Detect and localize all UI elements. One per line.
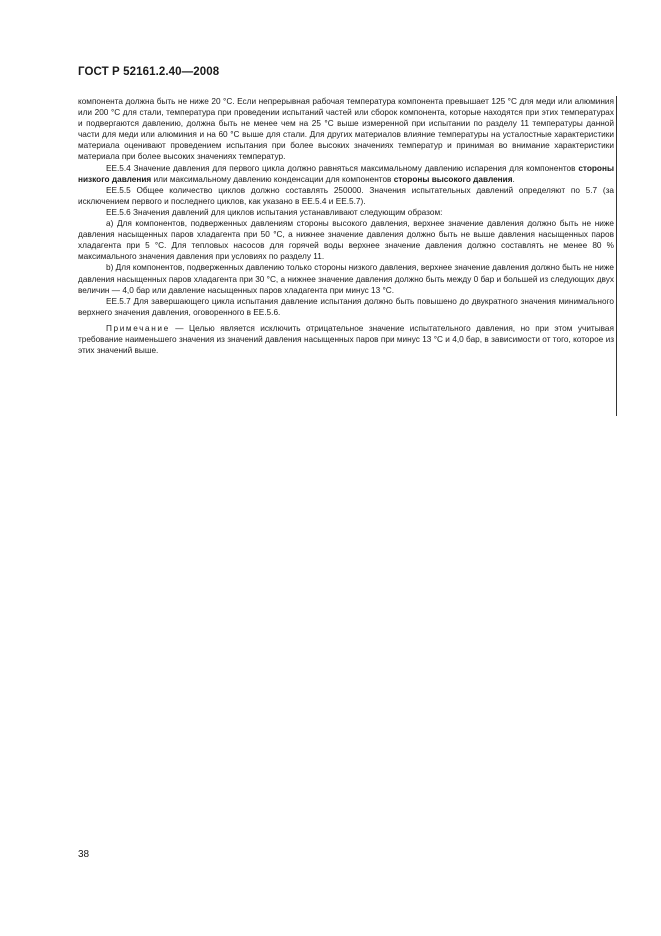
text-run: или максимальному давлению конденсации для компонентов — [151, 174, 394, 184]
note-paragraph — [78, 323, 614, 356]
document-body — [78, 96, 614, 356]
bold-term-low-pressure: стороны низкого давления — [78, 163, 614, 184]
paragraph-ee-5-4 — [78, 163, 614, 185]
paragraph-item-b: b) Для компонентов, подверженных давлению только стороны низкого давления, верхнее значение давления должно быть не ниже давления насыщенных паров хладагента при 30 °С, а нижнее значение давления должно быть между 0 бар и большей из следующих двух величин — 4,0 бар или давление насыщенных паров хладагента при минус 13 °С. — [78, 263, 614, 295]
paragraph-ee-5-7: ЕЕ.5.7 Для завершающего цикла испытания давление испытания должно быть повышено до двукратного значения минимального верхнего значения давления, оговоренного в ЕЕ.5.6. — [78, 296, 614, 317]
note-text: — Целью является исключить отрицательное значение испытательного давления, но при этом учитывая требование наименьшего значения из значений давления насыщенных паров при минус 13 °С и 4,0 бар, в зависимости от того, которое из этих значений выше. — [78, 323, 614, 356]
paragraph-ee-5-6: ЕЕ.5.6 Значения давлений для циклов испытания устанавливают следующим образом: — [106, 207, 443, 217]
note-label: Примечание — [106, 323, 170, 333]
change-bar — [616, 96, 617, 416]
page-header: ГОСТ Р 52161.2.40—2008 — [78, 66, 220, 78]
bold-term-high-pressure: стороны высокого давления — [393, 174, 513, 184]
text-run: . — [512, 174, 515, 184]
paragraph-ee-5-5: ЕЕ.5.5 Общее количество циклов должно составлять 250000. Значения испытательных давлений определяют по 5.7 (за исключением первого и последнего циклов, как указано в ЕЕ.5.4 и ЕЕ.5.7). — [78, 185, 614, 206]
page-number: 38 — [78, 849, 90, 860]
paragraph-continuation: компонента должна быть не ниже 20 °С. Если непрерывная рабочая температура компонента превышает 125 °С для меди или алюминия или 200 °С для стали, температура при проведении испытаний частей или сборок компонента, которые находятся при этих температурах и подвергаются давлению, должна быть не менее чем на 25 °С выше измеренной при испытании по разделу 11 температуры данной части для меди или алюминия и на 60 °С выше для стали. Для других материалов влияние температуры на усталостные характеристики материала оценивают проведением испытания при более высоких значениях температур и принимая во внимание характеристики материала при более высоких значениях температур. — [78, 97, 614, 162]
paragraph-item-a: а) Для компонентов, подверженных давлениям стороны высокого давления, верхнее значение давления должно быть не ниже давления насыщенных паров хладагента при 50 °С, а нижнее значение давления должно быть не выше давления насыщенных паров хладагента при 5 °С. Для тепловых насосов для горячей воды верхнее значение давления должно составлять не менее 80 % максимального значения давления при условиях по разделу 11. — [78, 219, 614, 262]
text-run: ЕЕ.5.4 Значение давления для первого цикла должно равняться максимальному давлению испарения для компонентов — [106, 163, 579, 173]
